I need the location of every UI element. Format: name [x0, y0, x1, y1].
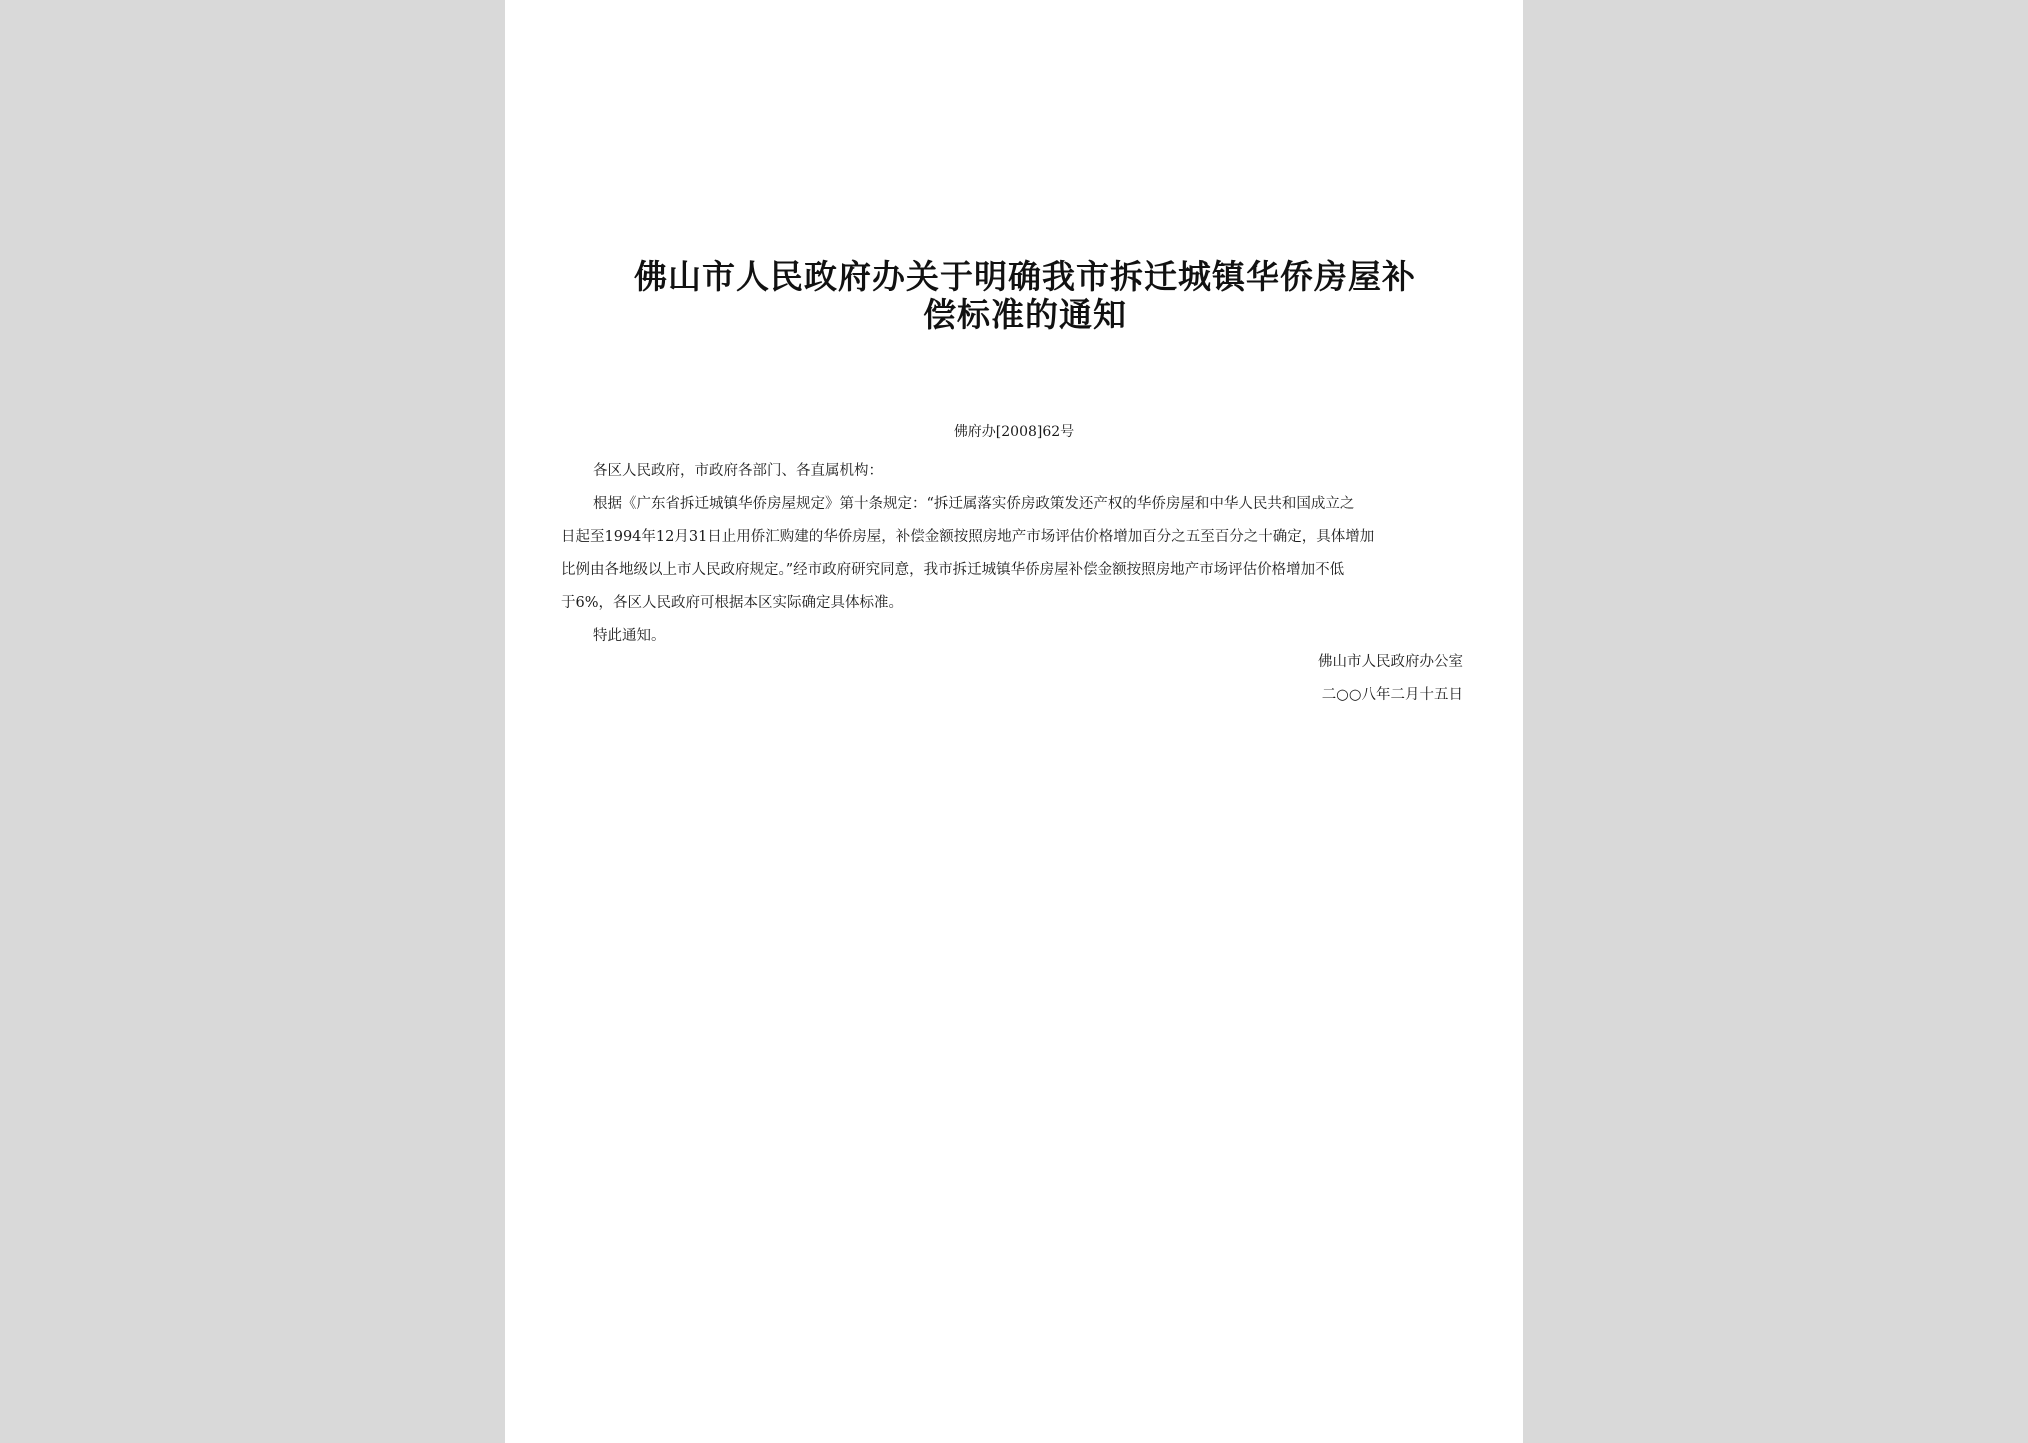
- signature-date: 二○○八年二月十五日: [1321, 687, 1463, 703]
- title-line-2: 偿标准的通知: [923, 295, 1127, 334]
- document-page: [505, 0, 1523, 1443]
- closing-line: 特此通知。: [593, 628, 666, 644]
- signature-org: 佛山市人民政府办公室: [1318, 654, 1463, 670]
- document-body: [561, 455, 1471, 653]
- paragraph-line: 日起至1994年12月31日止用侨汇购建的华侨房屋，补偿金额按照房地产市场评估价格增加百分之五至百分之十确定，具体增加: [561, 529, 1375, 545]
- document-number: 佛府办[2008]62号: [953, 424, 1075, 440]
- document-title: [595, 258, 1455, 334]
- paragraph-line: 比例由各地级以上市人民政府规定。”经市政府研究同意，我市拆迁城镇华侨房屋补偿金额按照房地产市场评估价格增加不低: [561, 562, 1345, 578]
- paragraph-line: 根据《广东省拆迁城镇华侨房屋规定》第十条规定：“拆迁属落实侨房政策发还产权的华侨房屋和中华人民共和国成立之: [593, 496, 1355, 512]
- salutation: 各区人民政府，市政府各部门、各直属机构：: [593, 463, 883, 479]
- main-paragraph: [561, 488, 1471, 620]
- paragraph-line: 于6%，各区人民政府可根据本区实际确定具体标准。: [561, 595, 904, 611]
- title-line-1: 佛山市人民政府办关于明确我市拆迁城镇华侨房屋补: [634, 257, 1416, 296]
